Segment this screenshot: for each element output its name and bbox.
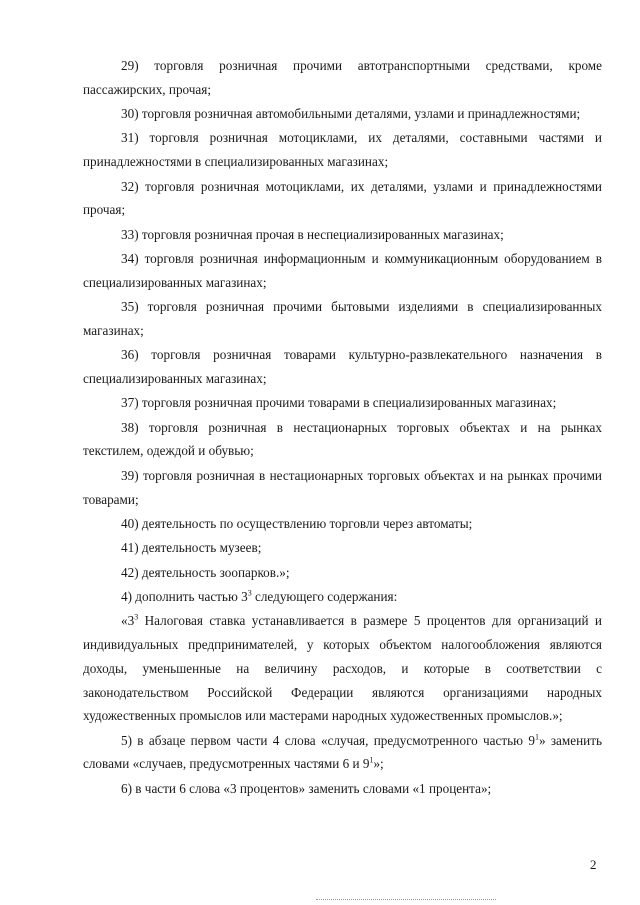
amendment-item: [83, 729, 602, 776]
superscript: 3: [134, 613, 139, 623]
superscript: 3: [247, 588, 252, 598]
amendment-item: 6) в части 6 слова «3 процентов» заменить словами «1 процента»;: [121, 780, 492, 796]
amendment-item: [83, 585, 602, 609]
amendment-text: »;: [373, 756, 384, 772]
list-item: 36) торговля розничная товарами культурно-развлекательного назначения в специализированных магазинах;: [83, 347, 602, 386]
list-item: 34) торговля розничная информационным и коммуникационным оборудованием в специализированных магазинах;: [83, 251, 602, 290]
list-item: 32) торговля розничная мотоциклами, их деталями, узлами и принадлежностями прочая;: [83, 178, 602, 218]
list-item: 30) торговля розничная автомобильными деталями, узлами и принадлежностями;: [121, 106, 581, 122]
superscript: 1: [369, 756, 374, 765]
footer-divider: [316, 899, 496, 901]
list-item: 40) деятельность по осуществлению торговли через автоматы;: [121, 515, 473, 531]
amendment-text: 4) дополнить частью 3: [121, 589, 248, 605]
list-item: 42) деятельность зоопарков.»;: [121, 564, 290, 580]
quoted-provision: [83, 609, 602, 728]
list-item: 29) торговля розничная прочими автотранспортными средствами, кроме пассажирских, прочая;: [83, 58, 602, 97]
list-item: 31) торговля розничная мотоциклами, их деталями, составными частями и принадлежностями в специализированных магазинах;: [83, 130, 602, 170]
page-number: 2: [590, 857, 597, 872]
amendment-text: 5) в абзаце первом части 4 слова «случая, предусмотренного частью 9: [121, 732, 535, 748]
provision-text: «3: [121, 613, 135, 629]
superscript: 1: [534, 732, 539, 742]
list-item: 41) деятельность музеев;: [121, 540, 262, 556]
amendment-text: следующего содержания:: [251, 589, 398, 605]
provision-text: Налоговая ставка устанавливается в размере 5 процентов для организаций и индивидуальных предпринимателей, у которых объектом налогообложения являются доходы, уменьшенные на величину расходов, и которые в соответствии с законодательством Российской Федерации являются организациями народных художественных промыслов или мастерами народных художественных промыслов.»;: [83, 613, 602, 724]
list-item: 38) торговля розничная в нестационарных торговых объектах и на рынках текстилем, одеждой и обувью;: [83, 419, 602, 459]
list-item: 37) торговля розничная прочими товарами в специализированных магазинах;: [121, 395, 557, 411]
list-item: 39) торговля розничная в нестационарных торговых объектах и на рынках прочими товарами;: [83, 467, 602, 507]
list-item: 33) торговля розничная прочая в неспециализированных магазинах;: [121, 226, 504, 242]
list-item: 35) торговля розничная прочими бытовыми изделиями в специализированных магазинах;: [83, 299, 602, 338]
amendment-text: » заменить словами «случаев, предусмотренных частями 6 и 9: [83, 732, 602, 772]
